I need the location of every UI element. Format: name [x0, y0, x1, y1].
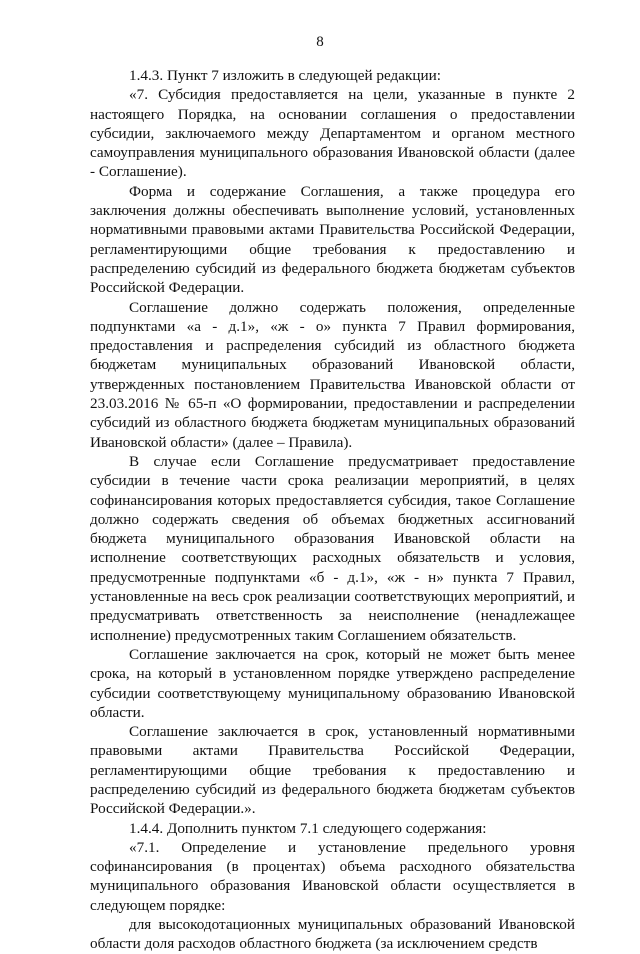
paragraph-agreement-provisions: Соглашение должно содержать положения, определенные подпунктами «а - д.1», «ж - о» пункта 7 Правил формирования, предоставления и распределения субсидий из областного бюджета бюджетам муниципальных образований Ивановской области, утвержденных постановлением Правительства Ивановской области от 23.03.2016 № 65-п «О формировании, предоставлении и распределении субсидий из областного бюджета бюджетам муниципальных образований Ивановской области» (далее – Правила).	[90, 298, 575, 451]
paragraph-agreement-term: Соглашение заключается на срок, который не может быть менее срока, на который в установленном порядке утверждено распределение субсидии соответствующему муниципальному образованию Ивановской области.	[90, 645, 575, 721]
document-body	[90, 66, 575, 954]
paragraph-agreement-form: Форма и содержание Соглашения, а также процедура его заключения должны обеспечивать выполнение условий, установленных нормативными правовыми актами Правительства Российской Федерации, регламентирующими общие требования к предоставлению и распределению субсидий из федерального бюджета бюджетам субъектов Российской Федерации.	[90, 182, 575, 297]
paragraph-agreement-deadline: Соглашение заключается в срок, установленный нормативными правовыми актами Правительства Российской Федерации, регламентирующими общие требования к предоставлению и распределению субсидий из федерального бюджета бюджетам субъектов Российской Федерации.».	[90, 723, 575, 818]
paragraph-1-4-3: 1.4.3. Пункт 7 изложить в следующей редакции:	[129, 67, 442, 84]
paragraph-1-4-4: 1.4.4. Дополнить пунктом 7.1 следующего содержания:	[129, 819, 487, 837]
page-number: 8	[316, 34, 324, 50]
paragraph-item-7-1: «7.1. Определение и установление предельного уровня софинансирования (в процентах) объема расходного обязательства муниципального образования Ивановской области осуществляется в следующем порядке:	[90, 838, 575, 914]
paragraph-partial-term: В случае если Соглашение предусматривает предоставление субсидии в течение части срока реализации мероприятий, в целях софинансирования которых предоставляется субсидия, такое Соглашение должно содержать сведения об объемах бюджетных ассигнований бюджета муниципального образования Ивановской области на исполнение соответствующих расходных обязательств и условия, предусмотренные подпунктами «б - д.1», «ж - н» пункта 7 Правил, установленные на весь срок реализации соответствующих мероприятий, и предусматривать ответственность за неисполнение (ненадлежащее исполнение) предусмотренных таким Соглашением обязательств.	[90, 452, 575, 644]
paragraph-item-7: «7. Субсидия предоставляется на цели, указанные в пункте 2 настоящего Порядка, на основании соглашения о предоставлении субсидии, заключаемого между Департаментом и органом местного самоуправления муниципального образования Ивановской области (далее - Соглашение).	[90, 86, 575, 181]
paragraph-high-subsidy: для высокодотационных муниципальных образований Ивановской области доля расходов областного бюджета (за исключением средств	[90, 916, 575, 953]
